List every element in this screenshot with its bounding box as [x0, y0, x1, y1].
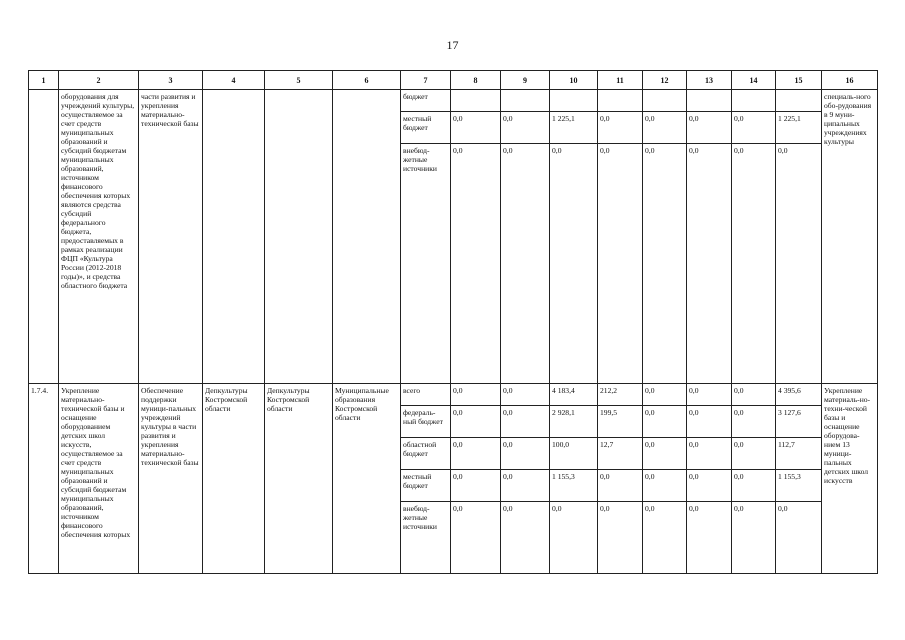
value-cell: 212,2 [598, 384, 643, 406]
block2-customer-cell: Депкультуры Костромской области [265, 384, 333, 574]
column-header: 14 [732, 71, 776, 90]
header-row [29, 71, 878, 90]
block2-name-cell: Укрепление материально-технической базы и оснащение оборудованием детских школ искусств, осуществляемое за счет средств муниципальных образований и субсидий бюджетам муниципальных образований, источником финансового обеспечения которых [59, 384, 139, 574]
value-cell: 0,0 [598, 502, 643, 574]
value-cell: 112,7 [776, 438, 822, 470]
value-cell: 3 127,6 [776, 406, 822, 438]
column-header: 10 [550, 71, 598, 90]
value-cell: 0,0 [732, 112, 776, 144]
block1-code-cell [29, 90, 59, 384]
block1-executor-cell [203, 90, 265, 384]
value-cell: 0,0 [687, 438, 732, 470]
value-cell: 4 183,4 [550, 384, 598, 406]
value-cell: 0,0 [643, 144, 687, 384]
value-cell [687, 90, 732, 112]
value-cell: 0,0 [451, 406, 501, 438]
value-cell: 0,0 [687, 470, 732, 502]
column-header: 8 [451, 71, 501, 90]
value-cell: 0,0 [732, 406, 776, 438]
value-cell: 0,0 [776, 502, 822, 574]
page-number: 17 [446, 38, 459, 52]
value-cell [501, 90, 550, 112]
value-cell: 0,0 [687, 406, 732, 438]
source-cell: областной бюджет [401, 438, 451, 470]
value-cell [732, 90, 776, 112]
column-header: 2 [59, 71, 139, 90]
source-cell: местный бюджет [401, 112, 451, 144]
value-cell: 0,0 [643, 502, 687, 574]
value-cell: 0,0 [598, 112, 643, 144]
value-cell: 0,0 [732, 144, 776, 384]
block2-participants-cell: Муниципальные образования Костромской области [333, 384, 401, 574]
value-cell: 0,0 [643, 384, 687, 406]
block2-result-cell: Укрепление материаль-но-техни-ческой базы и оснащение оборудова-нием 13 муници-пальных детских школ искусств [822, 384, 878, 574]
value-cell: 0,0 [732, 384, 776, 406]
block2-goal-cell: Обеспечение поддержки муници-пальных учреждений культуры в части развития и укрепления материально-технической базы [139, 384, 203, 574]
value-cell: 12,7 [598, 438, 643, 470]
value-cell [598, 90, 643, 112]
block1-result-cell: специаль-ного обо-рудования в 9 муни-ципальных учреждениях культуры [822, 90, 878, 384]
block1-name-cell: оборудования для учреждений культуры, осуществляемое за счет средств муниципальных образований и субсидий бюджетам муниципальных образований, источником финансового обеспечения которых являются средства субсидий федерального бюджета, предоставляемых в рамках реализации ФЦП «Культура России (2012-2018 годы)», и средства областного бюджета [59, 90, 139, 384]
table-row [29, 384, 878, 406]
value-cell: 0,0 [451, 438, 501, 470]
column-header: 6 [333, 71, 401, 90]
value-cell: 0,0 [451, 144, 501, 384]
block1-goal-cell: части развития и укрепления материально-технической базы [139, 90, 203, 384]
value-cell: 0,0 [732, 470, 776, 502]
block2-executor-cell: Депкультуры Костромской области [203, 384, 265, 574]
column-header: 16 [822, 71, 878, 90]
value-cell: 0,0 [687, 112, 732, 144]
value-cell: 0,0 [687, 384, 732, 406]
column-header: 4 [203, 71, 265, 90]
value-cell: 0,0 [501, 144, 550, 384]
block1-participants-cell [333, 90, 401, 384]
block2-code-cell: 1.7.4. [29, 384, 59, 574]
value-cell: 0,0 [687, 502, 732, 574]
value-cell: 1 225,1 [550, 112, 598, 144]
source-cell: всего [401, 384, 451, 406]
value-cell [550, 90, 598, 112]
value-cell: 0,0 [687, 144, 732, 384]
column-header: 1 [29, 71, 59, 90]
value-cell: 0,0 [732, 502, 776, 574]
value-cell [643, 90, 687, 112]
value-cell: 0,0 [643, 438, 687, 470]
value-cell: 0,0 [550, 502, 598, 574]
value-cell: 0,0 [501, 384, 550, 406]
table-row [29, 90, 878, 112]
value-cell: 0,0 [550, 144, 598, 384]
value-cell: 100,0 [550, 438, 598, 470]
value-cell: 0,0 [451, 112, 501, 144]
column-header: 9 [501, 71, 550, 90]
source-cell: местный бюджет [401, 470, 451, 502]
value-cell: 0,0 [451, 470, 501, 502]
value-cell: 0,0 [598, 144, 643, 384]
column-header: 15 [776, 71, 822, 90]
value-cell: 0,0 [776, 144, 822, 384]
value-cell [451, 90, 501, 112]
value-cell: 0,0 [451, 502, 501, 574]
column-header: 7 [401, 71, 451, 90]
column-header: 13 [687, 71, 732, 90]
value-cell: 0,0 [501, 406, 550, 438]
source-cell: бюджет [401, 90, 451, 112]
column-header: 11 [598, 71, 643, 90]
value-cell [776, 90, 822, 112]
value-cell: 0,0 [501, 112, 550, 144]
value-cell: 0,0 [643, 112, 687, 144]
value-cell: 0,0 [501, 470, 550, 502]
value-cell: 2 928,1 [550, 406, 598, 438]
value-cell: 0,0 [598, 470, 643, 502]
value-cell: 1 225,1 [776, 112, 822, 144]
value-cell: 0,0 [501, 502, 550, 574]
value-cell: 4 395,6 [776, 384, 822, 406]
value-cell: 1 155,3 [776, 470, 822, 502]
column-header: 12 [643, 71, 687, 90]
value-cell: 1 155,3 [550, 470, 598, 502]
column-header: 5 [265, 71, 333, 90]
value-cell: 199,5 [598, 406, 643, 438]
source-cell: внебюд-жетные источники [401, 144, 451, 384]
value-cell: 0,0 [451, 384, 501, 406]
value-cell: 0,0 [732, 438, 776, 470]
source-cell: внебюд-жетные источники [401, 502, 451, 574]
budget-table [28, 70, 878, 574]
value-cell: 0,0 [643, 406, 687, 438]
value-cell: 0,0 [501, 438, 550, 470]
value-cell: 0,0 [643, 470, 687, 502]
source-cell: федераль-ный бюджет [401, 406, 451, 438]
block1-customer-cell [265, 90, 333, 384]
column-header: 3 [139, 71, 203, 90]
